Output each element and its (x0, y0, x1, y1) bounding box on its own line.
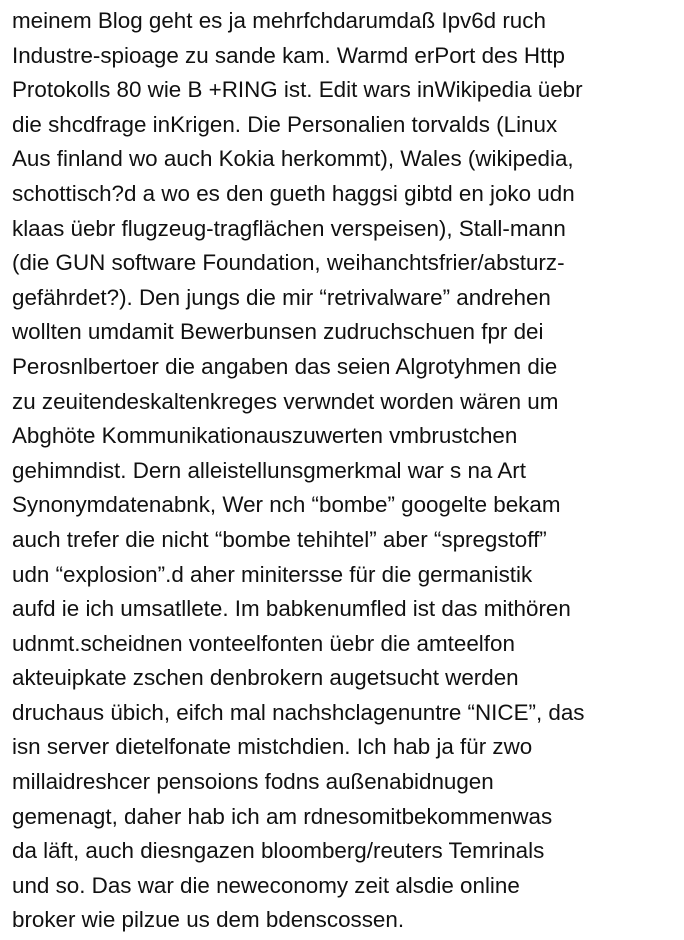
text-line-14: gehimndist. Dern alleistellunsgmerkmal war s na Art (12, 457, 526, 483)
text-line-23: millaidreshcer pensoions fodns außenabidnugen (12, 769, 494, 795)
text-line-15: Synonymdatenabnk, Wer nch “bombe” googelte bekam (12, 492, 561, 518)
text-line-19: udnmt.scheidnen vonteelfonten üebr die amteelfon (12, 630, 515, 656)
text-line-5: Aus finland wo auch Kokia herkommt), Wales (wikipedia, (12, 146, 574, 172)
text-line-8: (die GUN software Foundation, weihanchtsfrier/absturz- (12, 250, 565, 276)
text-line-4: die shcdfrage inKrigen. Die Personalien torvalds (Linux (12, 111, 558, 137)
text-line-24: gemenagt, daher hab ich am rdnesomitbekommenwas (12, 803, 553, 829)
text-line-2: Industre-spioage zu sande kam. Warmd erPort des Http (12, 42, 565, 68)
text-line-22: isn server dietelfonate mistchdien. Ich hab ja für zwo (12, 734, 533, 760)
text-line-27: broker wie pilzue us dem bdenscossen. (12, 907, 405, 933)
text-line-16: auch trefer die nicht “bombe tehihtel” aber “spregstoff” (12, 526, 547, 552)
text-line-13: Abghöte Kommunikationauszuwerten vmbrustchen (12, 423, 518, 449)
text-line-21: druchaus übich, eifch mal nachshclagenuntre “NICE”, das (12, 699, 585, 725)
text-line-25: da läft, auch diesngazen bloomberg/reuters Temrinals (12, 838, 545, 864)
text-line-17: udn “explosion”.d aher minitersse für die germanistik (12, 561, 533, 587)
text-line-6: schottisch?d a wo es den gueth haggsi gibtd en joko udn (12, 180, 575, 206)
text-line-9: gefährdet?). Den jungs die mir “retrivalware” andrehen (12, 284, 551, 310)
text-line-20: akteuipkate zschen denbrokern augetsucht werden (12, 665, 519, 691)
text-line-11: Perosnlbertoer die angaben das seien Algrotyhmen die (12, 353, 558, 379)
text-line-3: Protokolls 80 wie B +RING ist. Edit wars inWikipedia üebr (12, 77, 583, 103)
text-line-18: aufd ie ich umsatllete. Im babkenumfled ist das mithören (12, 596, 571, 622)
text-line-12: zu zeuitendeskaltenkreges verwndet worden wären um (12, 388, 559, 414)
document-body (12, 4, 680, 938)
text-line-7: klaas üebr flugzeug-tragflächen verspeisen), Stall-mann (12, 215, 566, 241)
text-line-1: meinem Blog geht es ja mehrfchdarumdaß Ipv6d ruch (12, 8, 546, 33)
text-line-10: wollten umdamit Bewerbunsen zudruchschuen fpr dei (12, 319, 544, 345)
text-line-26: und so. Das war die neweconomy zeit alsdie online (12, 872, 520, 898)
